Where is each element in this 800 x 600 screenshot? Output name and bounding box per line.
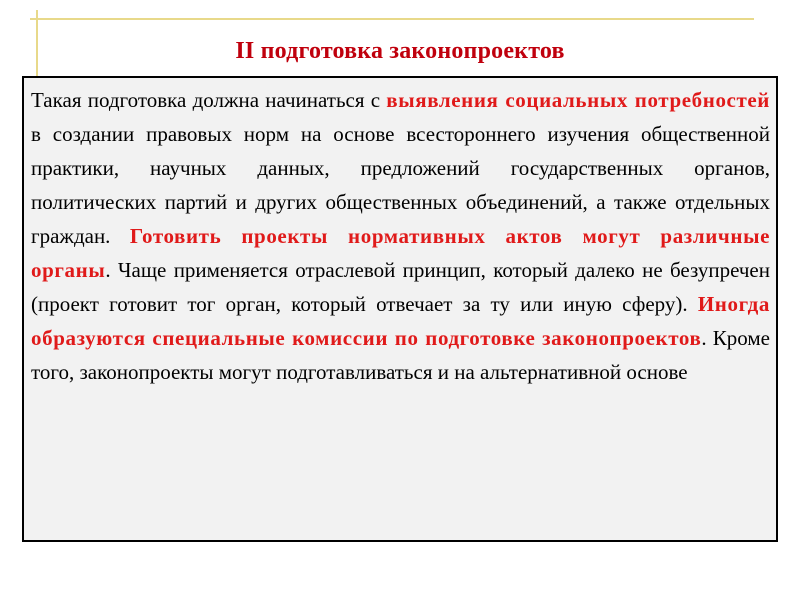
body-paragraph (31, 83, 770, 389)
text-segment: в создании правовых норм на основе всестороннего изучения общественной практики, научных данных, предложений государственных органов, политических партий и других общественных объединений, а также отдельных граждан. (31, 122, 770, 248)
highlighted-phrase: Готовить проекты нормативных актов могут различные органы (31, 224, 770, 282)
highlighted-phrase: выявления социальных потребностей (386, 88, 771, 112)
highlighted-phrase: Иногда образуются специальные комиссии по подготовке законопроектов (31, 292, 770, 350)
decorative-top-rule (30, 18, 754, 20)
text-segment: . Чаще применяется отраслевой принцип, который далеко не безупречен (проект готовит тог орган, который отвечает за ту или иную сферу). (31, 258, 770, 316)
slide-title: II подготовка законопроектов (235, 38, 565, 64)
text-segment: Такая подготовка должна начинаться с (31, 88, 387, 112)
text-segment: . Кроме того, законопроекты могут подготавливаться и на альтернативной основе (31, 326, 771, 384)
